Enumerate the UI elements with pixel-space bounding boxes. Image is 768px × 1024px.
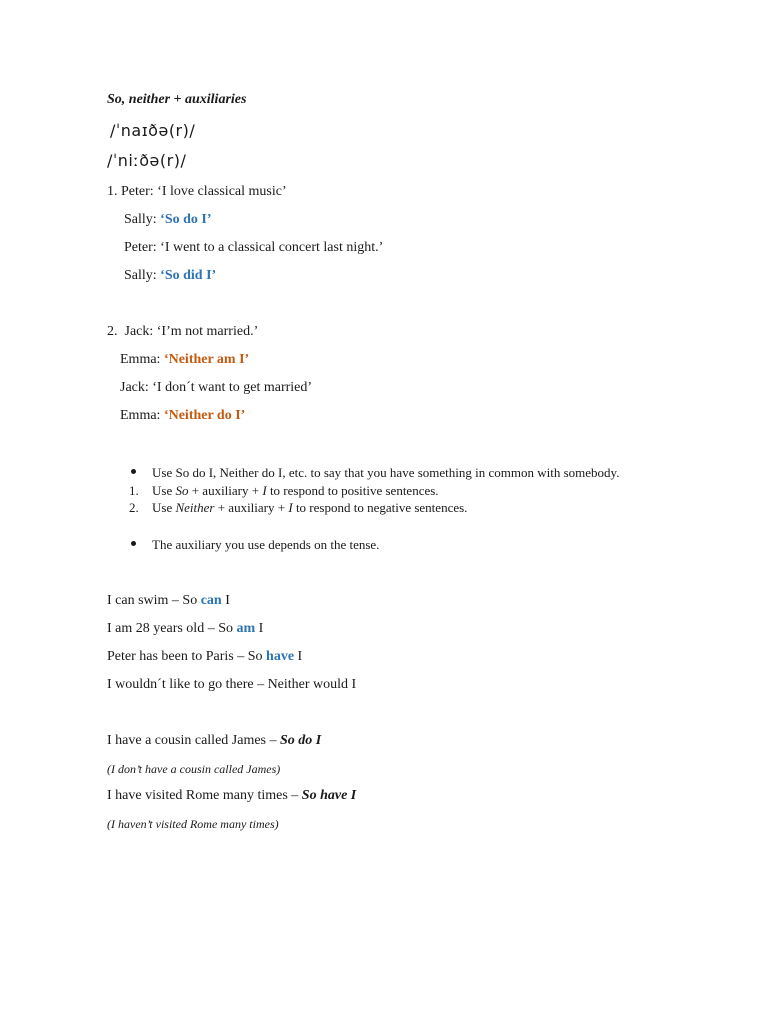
reply-neither-do-i: ‘Neither do I’	[163, 408, 246, 423]
example-text: I	[225, 593, 230, 608]
speaker-jack: Jack:	[124, 324, 154, 339]
dialogue1-line2	[124, 211, 212, 229]
rule-bullet-2: The auxiliary you use depends on the tense.	[152, 537, 380, 552]
rule-text: Use	[152, 500, 173, 515]
example-6	[107, 787, 356, 805]
dialogue-text: ‘I don´t want to get married’	[152, 380, 313, 395]
dialogue1-number: 1.	[107, 184, 118, 199]
example-text: I can swim – So	[107, 593, 198, 608]
rule-text: to respond to positive sentences.	[269, 483, 439, 498]
example-4: I wouldn´t like to go there – Neither would I	[107, 677, 357, 692]
example-3	[107, 648, 302, 666]
page-title: So, neither + auxiliaries	[107, 92, 247, 107]
speaker-sally: Sally:	[124, 268, 157, 283]
rule-keyword-so: So	[175, 483, 189, 498]
example-text: I am 28 years old – So	[107, 621, 233, 636]
bullet-icon	[131, 541, 136, 546]
bullet-icon	[131, 469, 136, 474]
rule-bullet-1: Use So do I, Neither do I, etc. to say that you have something in common with somebody.	[152, 465, 620, 480]
rule-item1-number: 1.	[129, 483, 139, 498]
speaker-jack: Jack:	[120, 380, 149, 395]
speaker-emma: Emma:	[120, 352, 161, 367]
example-5-note: (I don’t have a cousin called James)	[107, 762, 281, 776]
auxiliary-am: am	[236, 621, 256, 636]
rule-keyword-i: I	[288, 500, 293, 515]
example-text: I have a cousin called James –	[107, 733, 277, 748]
example-text: Peter has been to Paris – So	[107, 649, 263, 664]
dialogue2-number: 2.	[107, 324, 118, 339]
rule-item-2	[152, 499, 467, 517]
reply-neither-am-i: ‘Neither am I’	[163, 352, 250, 367]
example-6-note: (I haven’t visited Rome many times)	[107, 817, 279, 831]
example-2	[107, 620, 263, 638]
dialogue2-line2	[120, 351, 249, 369]
dialogue1-line3	[124, 239, 383, 257]
rule-keyword-i: I	[262, 483, 267, 498]
rule-text: to respond to negative sentences.	[295, 500, 468, 515]
dialogue2-line1	[107, 323, 258, 341]
dialogue-text: ‘I’m not married.’	[156, 324, 259, 339]
rule-text: Use	[152, 483, 173, 498]
example-answer: So have I	[301, 788, 357, 803]
rule-item-1	[152, 482, 439, 500]
dialogue1-line4	[124, 267, 216, 285]
example-text: I	[297, 649, 303, 664]
speaker-peter: Peter:	[124, 240, 157, 255]
example-text: I	[258, 621, 264, 636]
dialogue2-line3	[120, 379, 312, 397]
rule-item2-number: 2.	[129, 500, 139, 515]
example-1	[107, 592, 230, 610]
speaker-emma: Emma:	[120, 408, 161, 423]
dialogue-text: ‘I went to a classical concert last night.’	[160, 240, 384, 255]
rule-keyword-neither: Neither	[175, 500, 215, 515]
example-answer: So do I	[280, 733, 322, 748]
example-text: I have visited Rome many times –	[107, 788, 299, 803]
reply-so-did-i: ‘So did I’	[160, 268, 217, 283]
dialogue-text: ‘I love classical music’	[157, 184, 287, 199]
reply-so-do-i: ‘So do I’	[160, 212, 212, 227]
speaker-peter: Peter:	[121, 184, 154, 199]
dialogue1-line1	[107, 183, 287, 201]
rule-text: + auxiliary +	[217, 500, 286, 515]
rule-text: + auxiliary +	[191, 483, 260, 498]
ipa-neither-2: /ˈniːðə(r)/	[107, 151, 187, 170]
dialogue2-line4	[120, 407, 245, 425]
auxiliary-have: have	[266, 649, 295, 664]
ipa-neither-1: /ˈnaɪðə(r)/	[110, 121, 196, 140]
speaker-sally: Sally:	[124, 212, 157, 227]
example-5	[107, 732, 321, 750]
auxiliary-can: can	[200, 593, 222, 608]
